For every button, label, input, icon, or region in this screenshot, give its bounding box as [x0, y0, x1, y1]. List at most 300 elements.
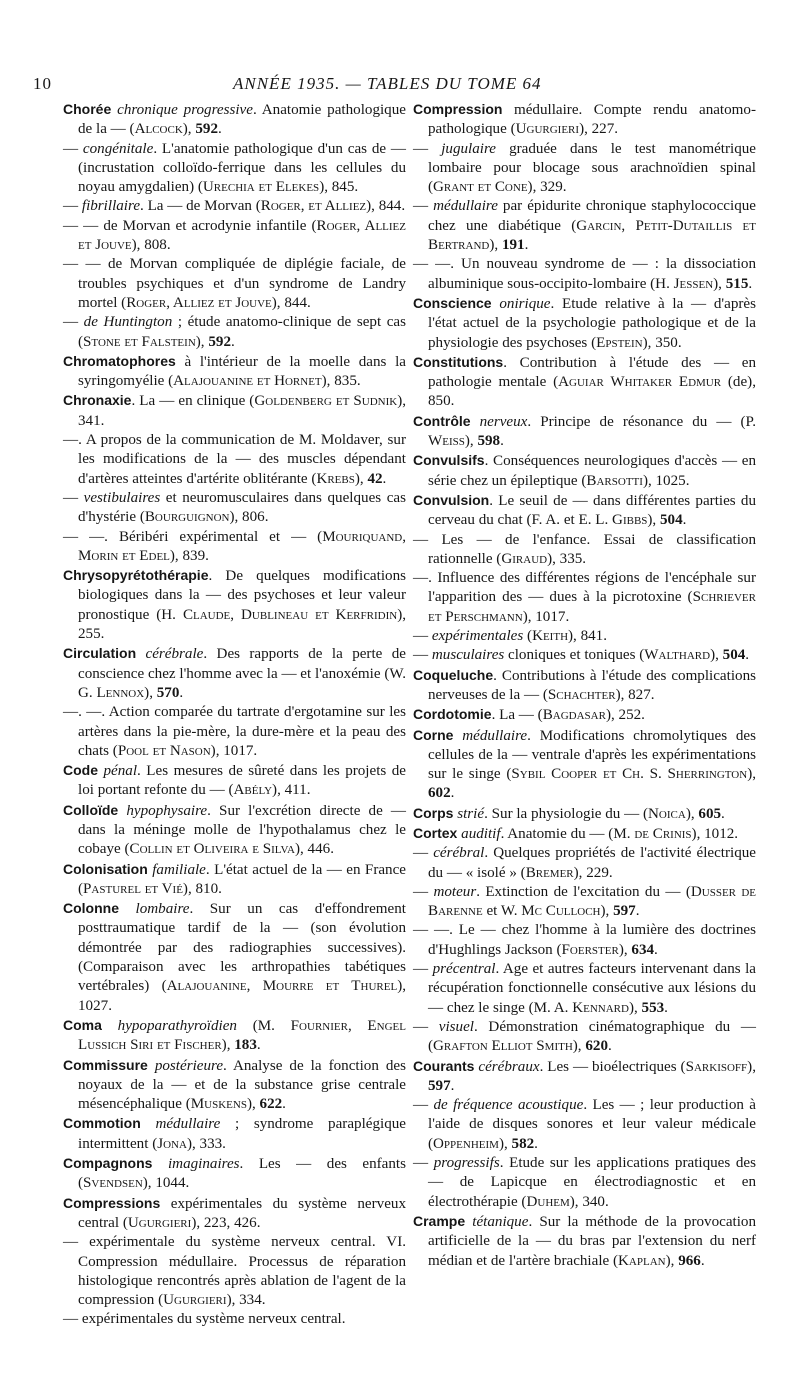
entry-text: ), 827. [615, 686, 655, 703]
entry-text: ), [489, 237, 502, 254]
entry-text [136, 646, 145, 662]
index-entry [413, 140, 756, 198]
entry-authors: Schachter [547, 686, 616, 703]
entry-authors: Alcock [134, 121, 183, 138]
index-entry [63, 1233, 406, 1310]
entry-authors: Ugurgieri [127, 1214, 192, 1231]
entry-qualifier: strié [457, 805, 485, 822]
entry-text: . Les — bioélectriques ( [539, 1058, 686, 1075]
entry-authors: Gibbs [612, 512, 648, 529]
entry-text: médullaire. Compte rendu anatomo-pathologique ( [428, 102, 756, 138]
entry-text: ), 839. [169, 547, 209, 564]
entry-authors: Garcin, Petit-Dutaillis et Bertrand [428, 217, 756, 254]
entry-qualifier: hypoparathyroïdien [117, 1017, 237, 1034]
entry-text: — [63, 140, 83, 157]
entry-text: ), 1017. [210, 742, 258, 759]
entry-text: à l'intérieur de la moelle dans la syringomyélie ( [78, 353, 406, 390]
entry-text: (M. [236, 1017, 291, 1034]
entry-heading: Chronaxie [63, 392, 132, 409]
entry-text: ), [628, 999, 642, 1016]
entry-text: expérimentales du système nerveux central ( [78, 1195, 406, 1231]
entry-heading: Convulsion [413, 491, 490, 508]
entry-heading: Corps [413, 804, 454, 821]
entry-authors: Urechia et Elekes [202, 179, 320, 196]
index-entry [63, 489, 406, 528]
entry-text: ), [464, 433, 478, 450]
entry-text: . Contributions à l'étude des complications nerveuses de la — ( [428, 667, 756, 703]
index-entry [63, 644, 406, 703]
entry-page-ref: 42 [367, 470, 383, 487]
entry-text: ), [618, 941, 632, 958]
entry-text: . Démonstration cinématographique du — ( [428, 1018, 756, 1055]
entry-text: — —. Béribéri expérimental et — ( [63, 528, 323, 545]
entry-text: — Les — de l'enfance. Essai de classification rationnelle ( [413, 531, 756, 567]
entry-text: . Etude sur les applications pratiques des — de Lapicque en électrodiagnostic et en électrothérapie ( [428, 1155, 756, 1210]
entry-heading: Compressions [63, 1194, 161, 1211]
index-entry [413, 1096, 756, 1154]
entry-heading: Cordotomie [413, 706, 492, 723]
entry-page-ref: 598 [477, 433, 501, 450]
entry-page-ref: 966 [678, 1252, 701, 1269]
index-entry [63, 528, 406, 567]
entry-authors: Abély [233, 782, 273, 799]
entry-text: . [218, 121, 222, 138]
entry-heading: Colonisation [63, 860, 148, 877]
index-entry [413, 1154, 756, 1212]
index-entry [63, 899, 406, 1016]
entry-authors: Alajouanine, Mourre et Thurel [166, 978, 398, 995]
entry-text: ), [246, 1096, 260, 1113]
index-entry [63, 391, 406, 431]
index-entry [413, 824, 756, 844]
entry-text: — [413, 883, 434, 900]
entry-text: . De quelques modifications biologiques dans la — des psychoses et leur valeur pronostique ( [78, 568, 406, 623]
entry-text: . Des rapports de la perte de conscience chez l'homme avec la — et l'anoxémie (W. G. [78, 646, 406, 701]
entry-text: —. A propos de la communication de M. Moldaver, sur les modifications de la — des muscles dépendant d'artères atteintes d'artérite oblitérante ( [63, 432, 406, 487]
entry-page-ref: 597 [428, 1077, 451, 1094]
entry-authors: Stone et Falstein [83, 333, 196, 350]
entry-text: ), 350. [642, 334, 682, 351]
entry-text: — expérimentales du système nerveux central. [63, 1311, 346, 1328]
index-entry [63, 217, 406, 256]
entry-text: . [682, 512, 687, 529]
entry-heading: Chromatophores [63, 352, 176, 369]
index-entry [413, 726, 756, 804]
running-header [0, 68, 800, 98]
entry-text: ), 845. [319, 179, 359, 196]
index-entry [413, 353, 756, 412]
entry-qualifier: médullaire [462, 727, 528, 744]
entry-text: . Les — des enfants ( [78, 1156, 406, 1192]
entry-page-ref: 191 [501, 237, 525, 254]
entry-text: ), [747, 1058, 756, 1075]
entry-qualifier: auditif [461, 825, 501, 842]
entry-text: . Conséquences neurologiques d'accès — en série chez un épileptique ( [428, 453, 756, 489]
entry-text: — —. Un nouveau syndrome de — : la dissociation albuminique sous-occipito-lombaire (H. [413, 256, 756, 292]
entry-authors: Weiss [428, 433, 465, 450]
entry-text: . [745, 647, 750, 664]
entry-heading: Compagnons [63, 1155, 153, 1172]
index-entry [413, 100, 756, 140]
entry-authors: Grant et Cone [433, 179, 528, 196]
entry-authors: Foerster [561, 941, 619, 958]
entry-page-ref: 592 [195, 121, 218, 138]
entry-heading: Conscience [413, 294, 492, 311]
entry-text: ), [647, 512, 660, 529]
entry-text: ), [710, 647, 723, 664]
entry-heading: Coqueluche [413, 666, 494, 683]
entry-text: — — de Morvan et acrodynie infantile ( [63, 217, 317, 234]
entry-text: ), [221, 1037, 235, 1054]
index-entry [413, 705, 756, 725]
index-entry [63, 1114, 406, 1154]
entry-authors: Jessen [673, 275, 714, 292]
index-entry [63, 703, 406, 761]
entry-authors: Bourguignon [144, 509, 230, 526]
entry-text: . [500, 433, 504, 450]
entry-text: . L'état actuel de la — en France ( [78, 861, 406, 897]
index-entry [413, 1057, 756, 1097]
entry-authors: Collin et Oliveira e Silva [129, 841, 295, 858]
entry-qualifier: fibrillaire [81, 198, 141, 215]
entry-text: (de), 850. [428, 374, 756, 410]
entry-authors: Aguiar Whitaker Edmur [558, 374, 722, 391]
entry-text: . Etude relative à la — d'après l'état actuel de la psychologie pathologique et de la physiologie des psychoses ( [428, 295, 756, 351]
entry-authors: Kennard [572, 999, 629, 1016]
entry-authors: Keith [532, 628, 569, 645]
entry-text: . [654, 941, 658, 958]
entry-text: — [413, 628, 432, 645]
entry-page-ref: 515 [725, 275, 749, 292]
entry-qualifier: chronique progressive [117, 102, 253, 118]
entry-authors: Schriever et Perschmann [428, 589, 756, 625]
entry-text: ), 1017. [522, 608, 570, 625]
index-entry [63, 197, 406, 216]
entry-authors: Epstein [596, 334, 643, 351]
entry-text: . [721, 805, 725, 822]
entry-heading: Commotion [63, 1115, 141, 1132]
entry-text: . [635, 903, 640, 920]
entry-text: — [413, 1097, 434, 1114]
entry-text: — [413, 647, 432, 664]
entry-text: . [534, 1135, 538, 1152]
entry-page-ref: 592 [208, 333, 231, 350]
entry-page-ref: 622 [259, 1096, 283, 1113]
entry-heading: Circulation [63, 645, 137, 662]
index-entry [413, 569, 756, 627]
entry-text: . [256, 1037, 261, 1054]
entry-text: — [413, 198, 434, 215]
entry-text: . [748, 275, 753, 292]
entry-text: . Sur l'excrétion directe de — dans la méninge molle de l'hypothalamus chez le cobaye ( [78, 802, 406, 858]
entry-authors: Grafton Elliot Smith [433, 1038, 573, 1055]
entry-authors: Bagdasar [542, 707, 606, 724]
entry-text: . [700, 1252, 705, 1269]
entry-heading: Contrôle [413, 412, 471, 429]
entry-text [152, 1156, 168, 1172]
entry-text: par épidurite chronique staphylococcique chez une diabétique ( [428, 198, 756, 234]
entry-heading: Courants [413, 1057, 475, 1074]
entry-qualifier: expérimentales [431, 628, 524, 645]
entry-text: —. —. Action comparée du tartrate d'ergotamine sur les artères dans la pie-mère, la dure-mère et la peau des chats ( [63, 704, 406, 759]
index-entry [413, 451, 756, 491]
entry-authors: Goldenberg et Sudnik [254, 393, 398, 410]
entry-authors: Alajouanine et Hornet [173, 373, 322, 390]
index-entry [63, 140, 406, 198]
index-entry [413, 1018, 756, 1057]
index-entry [413, 294, 756, 353]
entry-text: . Analyse de la fonction des noyaux de la — et de la substance grise centrale mésencéphalique ( [78, 1057, 407, 1113]
entry-text: ( [523, 628, 533, 645]
entry-text: ), [354, 470, 368, 487]
entry-text: ), 1027. [78, 978, 406, 1014]
entry-text: ), [747, 766, 756, 783]
left-column [63, 100, 406, 1330]
entry-text: ), 1044. [142, 1175, 190, 1192]
entry-text: ), 335. [547, 550, 587, 567]
index-entry [413, 844, 756, 883]
index-entry [413, 666, 756, 706]
entry-text [141, 1116, 156, 1132]
entry-qualifier: visuel [438, 1018, 474, 1035]
entry-heading: Convulsifs [413, 452, 485, 469]
entry-authors: H. Claude, Dublineau et Kerfridin [161, 606, 398, 623]
entry-text: . Contribution à l'étude des — en pathologie mentale ( [428, 354, 756, 391]
entry-heading: Crampe [413, 1212, 466, 1229]
index-entry [63, 1194, 406, 1234]
entry-text: . [450, 1077, 455, 1094]
entry-text: ), 329. [527, 179, 567, 196]
entry-text: ), 844. [271, 294, 311, 311]
index-entry [413, 1212, 756, 1271]
entry-qualifier: onirique [499, 295, 551, 312]
entry-text: ), 334. [226, 1292, 266, 1309]
index-entry [413, 646, 756, 665]
entry-text: ), 411. [272, 782, 311, 799]
entry-text: ), [144, 684, 157, 701]
entry-text: ), 835. [321, 373, 361, 390]
entry-text: ), 333. [186, 1135, 226, 1152]
entry-text: — [63, 198, 82, 215]
entry-text: . Sur un cas d'effondrement posttraumatique tardif de la — (son évolution démontrée par des radiographies successives). (Comparaison avec les arthropathies tabétiques vertébrales) ( [78, 901, 406, 995]
entry-authors: Sarkisoff [685, 1058, 748, 1075]
entry-text: ), 810. [182, 880, 222, 897]
page-number: 10 [33, 74, 52, 93]
entry-text: . [664, 999, 668, 1016]
entry-heading: Colloïde [63, 801, 119, 818]
entry-text: ), 1025. [642, 472, 690, 489]
index-entry [63, 1310, 406, 1329]
entry-authors: Oppenheim [433, 1135, 499, 1152]
entry-qualifier: progressifs [433, 1155, 500, 1172]
entry-text: . Sur la physiologie du — ( [484, 805, 649, 822]
entry-authors: Walthard [644, 647, 711, 664]
entry-heading: Commissure [63, 1056, 148, 1073]
entry-qualifier: médullaire [433, 198, 498, 215]
entry-authors: Duhem [526, 1193, 570, 1210]
entry-heading: Cortex [413, 824, 458, 841]
entry-text: . Quelques propriétés de l'activité électrique du — « isolé » ( [428, 845, 756, 881]
entry-authors: Mc Culloch [521, 903, 601, 920]
entry-authors: Ugurgieri [515, 121, 580, 138]
entry-text: . La — en clinique ( [131, 393, 255, 410]
entry-text: ), 806. [229, 509, 269, 526]
entry-text: ), 223, 426. [191, 1214, 261, 1231]
entry-authors: Sybil Cooper et Ch. S. Sherrington [511, 766, 748, 783]
entry-text: et W. [482, 903, 522, 920]
entry-text: . Principe de résonance du — (P. [527, 413, 756, 430]
entry-text: . L'anatomie pathologique d'un cas de — (incrustation colloïdo-ferrique dans les cellules du noyau amygdalien) ( [78, 140, 406, 196]
index-entry [63, 431, 406, 489]
entry-text: ), [600, 903, 614, 920]
index-entry [63, 860, 406, 900]
entry-page-ref: 605 [698, 805, 722, 822]
entry-text: . [524, 237, 529, 254]
entry-authors: Kaplan [618, 1252, 666, 1269]
index-entry [413, 960, 756, 1018]
entry-qualifier: de fréquence acoustique [433, 1097, 584, 1114]
entry-text: — [63, 314, 84, 331]
entry-heading: Coma [63, 1016, 102, 1033]
entry-text: graduée dans le test manométrique lombaire pour blocage sous arachnoïdien spinal ( [428, 140, 756, 196]
entry-text: — — de Morvan compliquée de diplégie faciale, de troubles psychiques et d'un syndrome de Landry mortel ( [63, 256, 406, 311]
entry-text: ), [195, 333, 209, 350]
index-entry [413, 804, 756, 824]
entry-text: . Modifications chromolytiques des cellules de la — ventrale d'après les expérimentations sur le singe ( [428, 727, 756, 783]
entry-qualifier: vestibulaires [83, 489, 161, 506]
index-entry [413, 627, 756, 646]
entry-page-ref: 582 [511, 1135, 535, 1152]
entry-authors: Pool et Nason [117, 742, 211, 759]
entry-heading: Compression [413, 101, 503, 117]
entry-text [471, 414, 480, 430]
entry-page-ref: 553 [641, 999, 665, 1016]
entry-heading: Code [63, 762, 98, 779]
index-entry [63, 1056, 406, 1115]
entry-text: ; syndrome paraplégique intermittent ( [78, 1116, 406, 1152]
entry-text: . [179, 684, 184, 701]
entry-text: . Age et autres facteurs intervenant dans la récupération fonctionnelle consécutive aux lésions du — chez le singe (M. A. [428, 961, 756, 1016]
entry-text [102, 1018, 118, 1034]
entry-authors: Mouriquand, Morin et Edel [78, 528, 406, 564]
entry-qualifier: familiale [152, 861, 206, 878]
entry-text: . Les mesures de sûreté dans les projets de loi portant refonte du — ( [78, 763, 407, 799]
entry-authors: Noica [648, 805, 686, 822]
index-entry [63, 313, 406, 352]
entry-qualifier: précentral [432, 961, 496, 978]
entry-text: ), 255. [78, 606, 406, 643]
entry-text: ), [182, 121, 196, 138]
entry-text: ), [713, 275, 726, 292]
entry-authors: Jona [157, 1135, 187, 1152]
entry-text: — [413, 845, 434, 862]
index-entry [413, 921, 756, 960]
entry-authors: Roger, Alliez et Jouve [126, 294, 272, 311]
entry-text: ), 227. [579, 121, 619, 138]
index-entry [63, 255, 406, 313]
entry-text: ), 844. [366, 198, 406, 215]
index-entry [413, 412, 756, 452]
index-entry [413, 491, 756, 531]
entry-heading: Chorée [63, 101, 112, 117]
entry-heading: Corne [413, 726, 454, 743]
entry-qualifier: congénitale [82, 140, 154, 157]
entry-authors: Roger, et Alliez [260, 198, 367, 215]
entry-text: . La — de Morvan ( [140, 198, 261, 215]
entry-text [453, 728, 462, 744]
entry-text: ), 1012. [691, 825, 739, 842]
entry-text: . Anatomie pathologique de la — ( [78, 102, 406, 138]
entry-text: ), 341. [78, 393, 407, 429]
entry-text: — [413, 1018, 439, 1035]
entry-text: . [230, 333, 235, 350]
entry-qualifier: lombaire [135, 901, 190, 918]
entry-authors: Bremer [525, 864, 574, 881]
entry-text: ), 808. [131, 237, 171, 254]
entry-text: ), 446. [294, 841, 334, 858]
entry-page-ref: 183 [234, 1037, 257, 1054]
entry-qualifier: hypophysaire [126, 802, 208, 819]
entry-heading: Chrysopyrétothérapie [63, 567, 209, 584]
entry-page-ref: 602 [428, 785, 451, 802]
running-title: ANNÉE 1935. — TABLES DU TOME 64 [233, 74, 542, 93]
entry-text: ), 841. [568, 628, 608, 645]
entry-text: — [413, 1155, 434, 1172]
entry-qualifier: postérieure [154, 1057, 224, 1074]
entry-page-ref: 620 [585, 1038, 608, 1055]
entry-text: et neuromusculaires dans quelques cas d'hystérie ( [78, 489, 406, 526]
entry-text: ), 229. [573, 864, 613, 881]
entry-text: — —. Le — chez l'homme à la lumière des doctrines d'Hughlings Jackson ( [413, 922, 756, 958]
right-column [413, 100, 756, 1271]
entry-qualifier: musculaires [431, 647, 505, 664]
entry-text: . Sur la méthode de la provocation artificielle de la — du bras par l'extension du nerf médian et de l'artère brachiale ( [428, 1213, 756, 1269]
entry-text: . Anatomie du — (M. [500, 825, 635, 842]
entry-heading: Colonne [63, 900, 119, 917]
entry-page-ref: 504 [659, 512, 683, 529]
index-entry [63, 100, 406, 140]
entry-authors: de Crinis [634, 825, 692, 842]
entry-qualifier: cérébraux [478, 1058, 540, 1075]
index-entry [413, 883, 756, 922]
entry-text: cloniques et toniques ( [504, 647, 645, 664]
entry-text: . [282, 1096, 286, 1113]
entry-text: . [608, 1038, 612, 1055]
entry-text: —. Influence des différentes régions de l'encéphale sur l'apparition des — dues à la picrotoxine ( [413, 570, 756, 606]
entry-authors: Pasturel et Vié [83, 880, 183, 897]
entry-text: — [63, 489, 84, 506]
entry-text: — [413, 961, 433, 978]
index-entry [63, 352, 406, 392]
entry-qualifier: cérébrale [145, 646, 204, 663]
entry-authors: Krebs [316, 470, 355, 487]
entry-authors: Fournier, Engel Lussich Siri et Fischer [78, 1017, 406, 1054]
entry-qualifier: de Huntington [83, 314, 173, 331]
entry-qualifier: nerveux [479, 413, 528, 430]
entry-qualifier: cérébral [433, 845, 485, 862]
entry-authors: Giraud [501, 550, 548, 567]
index-entry [413, 255, 756, 294]
entry-qualifier: médullaire [155, 1116, 221, 1133]
entry-qualifier: pénal [103, 763, 138, 780]
entry-text: . Les — ; leur production à l'aide de disques sonores et leur valeur médicale ( [428, 1097, 756, 1152]
entry-text: . [382, 470, 387, 487]
index-entry [63, 761, 406, 801]
entry-text: ; étude anatomo-clinique de sept cas ( [78, 314, 406, 350]
entry-qualifier: tétanique [472, 1213, 529, 1230]
entry-text: . Le seuil de — dans différentes parties du cerveau du chat (F. A. et E. L. [428, 492, 756, 529]
entry-authors: Muskens [190, 1096, 247, 1113]
